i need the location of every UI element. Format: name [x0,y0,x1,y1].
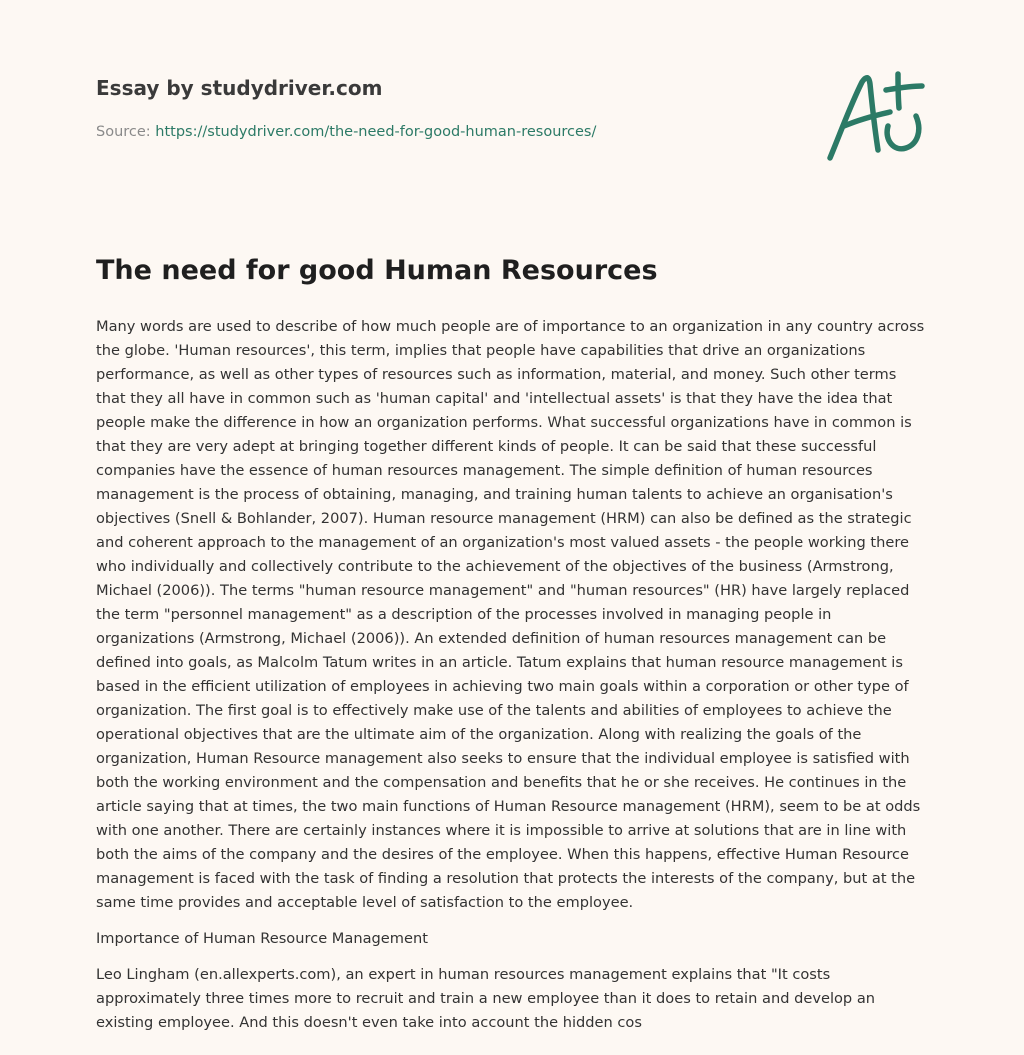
essay-paragraph: Many words are used to describe of how much people are of importance to an organization in any country across the globe. 'Human resources', this term, implies that people have capabilities that drive an organizations performance, as well as other types of resources such as information, material, and money. Such other terms that they all have in common such as 'human capital' and 'intellectual assets' is that they have the idea that people make the difference in how an organization performs. What successful organizations have in common is that they are very adept at bringing together different kinds of people. It can be said that these successful companies have the essence of human resources management. The simple definition of human resources management is the process of obtaining, managing, and training human talents to achieve an organisation's objectives (Snell & Bohlander, 2007). Human resource management (HRM) can also be defined as the strategic and coherent approach to the management of an organization's most valued assets - the people working there who individually and collectively contribute to the achievement of the objectives of the business (Armstrong, Michael (2006)). The terms "human resource management" and "human resources" (HR) have largely replaced the term "personnel management" as a description of the processes involved in managing people in organizations (Armstrong, Michael (2006)). An extended definition of human resources management can be defined into goals, as Malcolm Tatum writes in an article. Tatum explains that human resource management is based in the efficient utilization of employees in achieving two main goals within a corporation or other type of organization. The first goal is to effectively make use of the talents and abilities of employees to achieve the operational objectives that are the ultimate aim of the organization. Along with realizing the goals of the organization, Human Resource management also seeks to ensure that the individual employee is satisfied with both the working environment and the compensation and benefits that he or she receives. He continues in the article saying that at times, the two main functions of Human Resource management (HRM), seem to be at odds with one another. There are certainly instances where it is impossible to arrive at solutions that are in line with both the aims of the company and the desires of the employee. When this happens, effective Human Resource management is faced with the task of finding a resolution that protects the interests of the company, but at the same time provides and acceptable level of satisfaction to the employee. [96,318,925,911]
essay-title: The need for good Human Resources [96,255,658,286]
site-header-title: Essay by studydriver.com [96,76,383,100]
a-plus-logo-icon [822,68,928,164]
essay-body [96,315,928,1047]
essay-paragraph: Leo Lingham (en.allexperts.com), an expert in human resources management explains that "It costs approximately three times more to recruit and train a new employee than it does to retain and develop an existing employee. And this doesn't even take into account the hidden cos [96,966,876,1031]
source-link[interactable]: https://studydriver.com/the-need-for-good-human-resources/ [155,124,597,140]
section-subheading: Importance of Human Resource Management [96,930,428,947]
source-line [96,124,596,140]
source-label: Source: [96,124,151,140]
